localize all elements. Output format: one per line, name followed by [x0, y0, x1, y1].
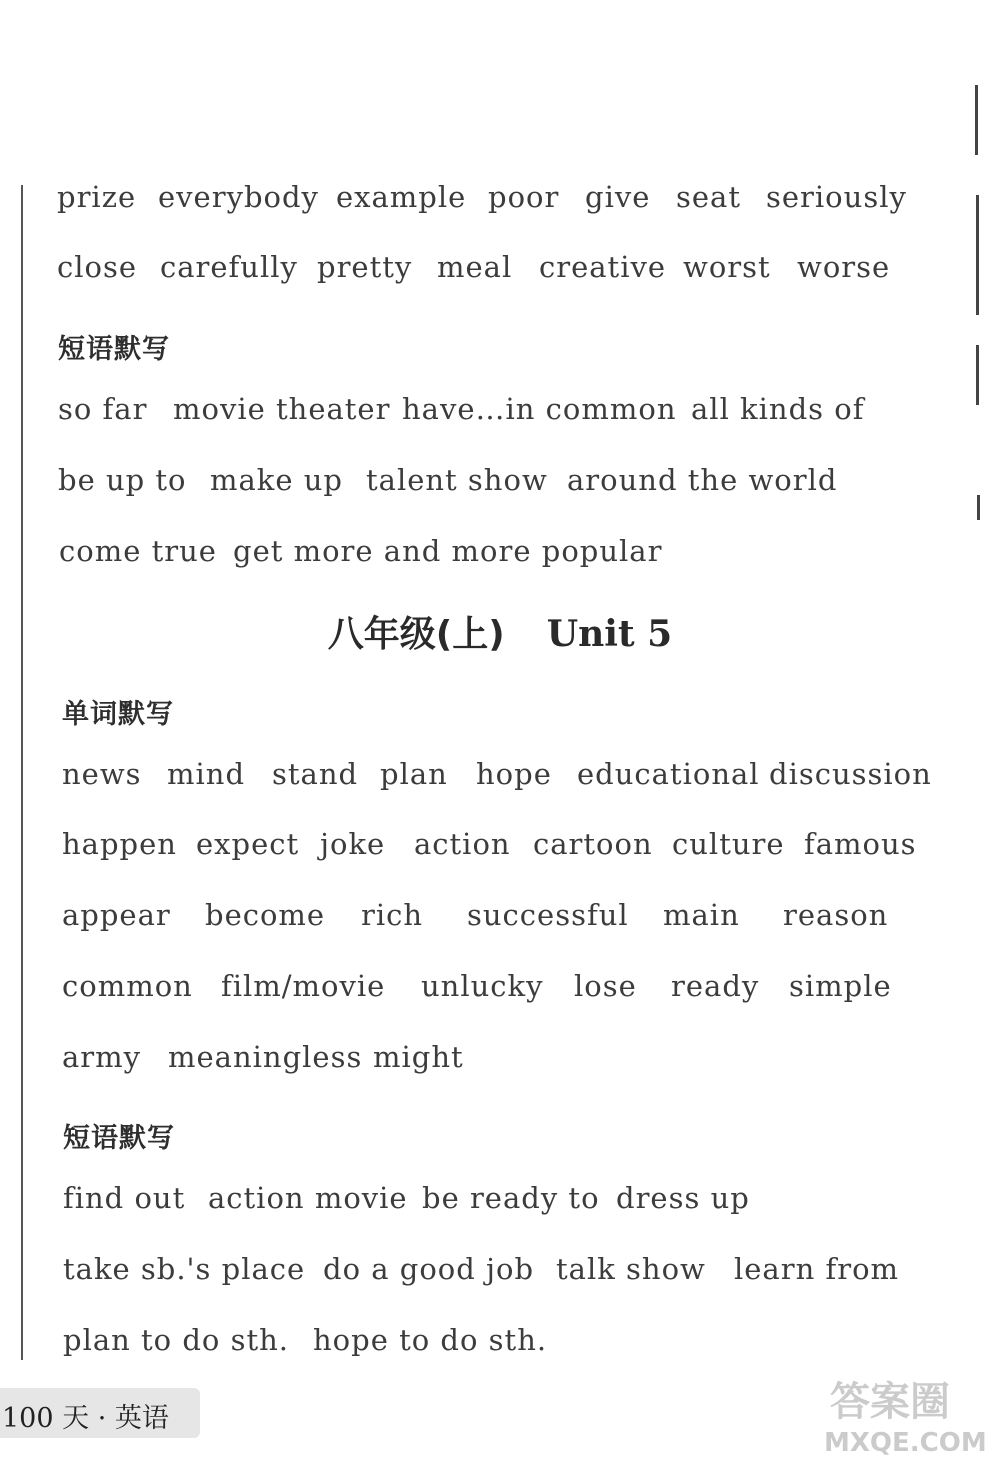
phrase: movie theater	[173, 392, 391, 426]
page-footer-tab	[0, 1388, 200, 1438]
vocab-word: close	[57, 250, 138, 284]
word-row	[0, 1040, 1000, 1090]
vocab-word: give	[585, 180, 651, 214]
vocab-word: become	[205, 898, 326, 932]
vocab-word: poor	[488, 180, 560, 214]
vocab-word: cartoon	[533, 827, 653, 861]
footer-label: 100 天 · 英语	[2, 1403, 169, 1434]
vocab-word: army	[62, 1040, 142, 1074]
vocab-word: news	[62, 757, 142, 791]
phrase: so far	[58, 392, 148, 426]
word-heading: 单词默写	[62, 699, 174, 730]
vocab-word: prize	[57, 180, 137, 214]
vocab-word: common	[62, 969, 193, 1003]
word-row	[0, 250, 1000, 300]
word-row	[0, 827, 1000, 877]
vocab-word: mind	[167, 757, 246, 791]
vocab-word: pretty	[317, 250, 413, 284]
phrase-row	[0, 1323, 1000, 1373]
vocab-word: creative	[539, 250, 667, 284]
phrase: take sb.'s place	[63, 1252, 306, 1286]
watermark-logo: 答案圈	[830, 1379, 950, 1425]
vocab-word: everybody	[158, 180, 319, 214]
vocab-word: plan	[380, 757, 448, 791]
word-row	[0, 757, 1000, 807]
vocab-word: worse	[797, 250, 891, 284]
vocab-word: meaningless	[168, 1040, 363, 1074]
vocab-word: meal	[437, 250, 513, 284]
word-row	[0, 180, 1000, 230]
grade-label: 八年级(上)	[327, 614, 505, 655]
vocab-word: joke	[320, 827, 386, 861]
vocab-word: famous	[804, 827, 917, 861]
vocab-word: educational	[577, 757, 760, 791]
phrase-row	[0, 392, 1000, 442]
phrase-row	[0, 1252, 1000, 1302]
phrase: do a good job	[323, 1252, 535, 1286]
phrase: hope to do sth.	[313, 1323, 548, 1357]
binding-mark	[975, 85, 978, 155]
phrase: talent show	[366, 463, 548, 497]
vocab-word: happen	[62, 827, 177, 861]
phrase: be up to	[58, 463, 187, 497]
vocab-word: example	[336, 180, 467, 214]
phrase: be ready to	[422, 1181, 600, 1215]
phrase: learn from	[734, 1252, 900, 1286]
watermark-url: MXQE.COM	[824, 1428, 987, 1458]
phrase: all kinds of	[691, 392, 865, 426]
vocab-word: hope	[476, 757, 552, 791]
vocab-word: unlucky	[421, 969, 544, 1003]
unit-title	[0, 606, 1000, 657]
phrase: action movie	[208, 1181, 408, 1215]
phrase: have…in common	[402, 392, 677, 426]
vocab-word: carefully	[160, 250, 298, 284]
phrase-heading: 短语默写	[63, 1123, 175, 1154]
vocab-word: expect	[196, 827, 300, 861]
phrase-row	[0, 1181, 1000, 1231]
word-row	[0, 969, 1000, 1019]
phrase-heading: 短语默写	[58, 334, 170, 365]
phrase-row	[0, 463, 1000, 513]
vocab-word: culture	[672, 827, 785, 861]
unit-label: Unit 5	[546, 613, 673, 655]
site-watermark	[820, 1370, 995, 1465]
vocab-word: simple	[789, 969, 892, 1003]
phrase: dress up	[616, 1181, 750, 1215]
vocab-word: might	[373, 1040, 464, 1074]
vocab-word: film/movie	[221, 969, 386, 1003]
vocab-word: reason	[783, 898, 889, 932]
phrase: around the world	[567, 463, 838, 497]
vocab-word: appear	[62, 898, 171, 932]
vocab-word: seat	[676, 180, 741, 214]
phrase: talk show	[556, 1252, 706, 1286]
vocab-word: action	[414, 827, 511, 861]
word-row	[0, 898, 1000, 948]
phrase: find out	[63, 1181, 186, 1215]
vocab-word: stand	[272, 757, 359, 791]
vocab-word: successful	[467, 898, 629, 932]
vocab-word: lose	[574, 969, 637, 1003]
phrase-row	[0, 534, 1000, 584]
vocab-word: worst	[683, 250, 771, 284]
vocab-word: main	[663, 898, 740, 932]
phrase: make up	[210, 463, 343, 497]
vocab-word: rich	[361, 898, 424, 932]
vocab-word: discussion	[769, 757, 932, 791]
vocab-word: seriously	[766, 180, 907, 214]
phrase: plan to do sth.	[63, 1323, 290, 1357]
phrase: get more and more popular	[233, 534, 663, 568]
vocab-word: ready	[671, 969, 760, 1003]
phrase: come true	[59, 534, 217, 568]
